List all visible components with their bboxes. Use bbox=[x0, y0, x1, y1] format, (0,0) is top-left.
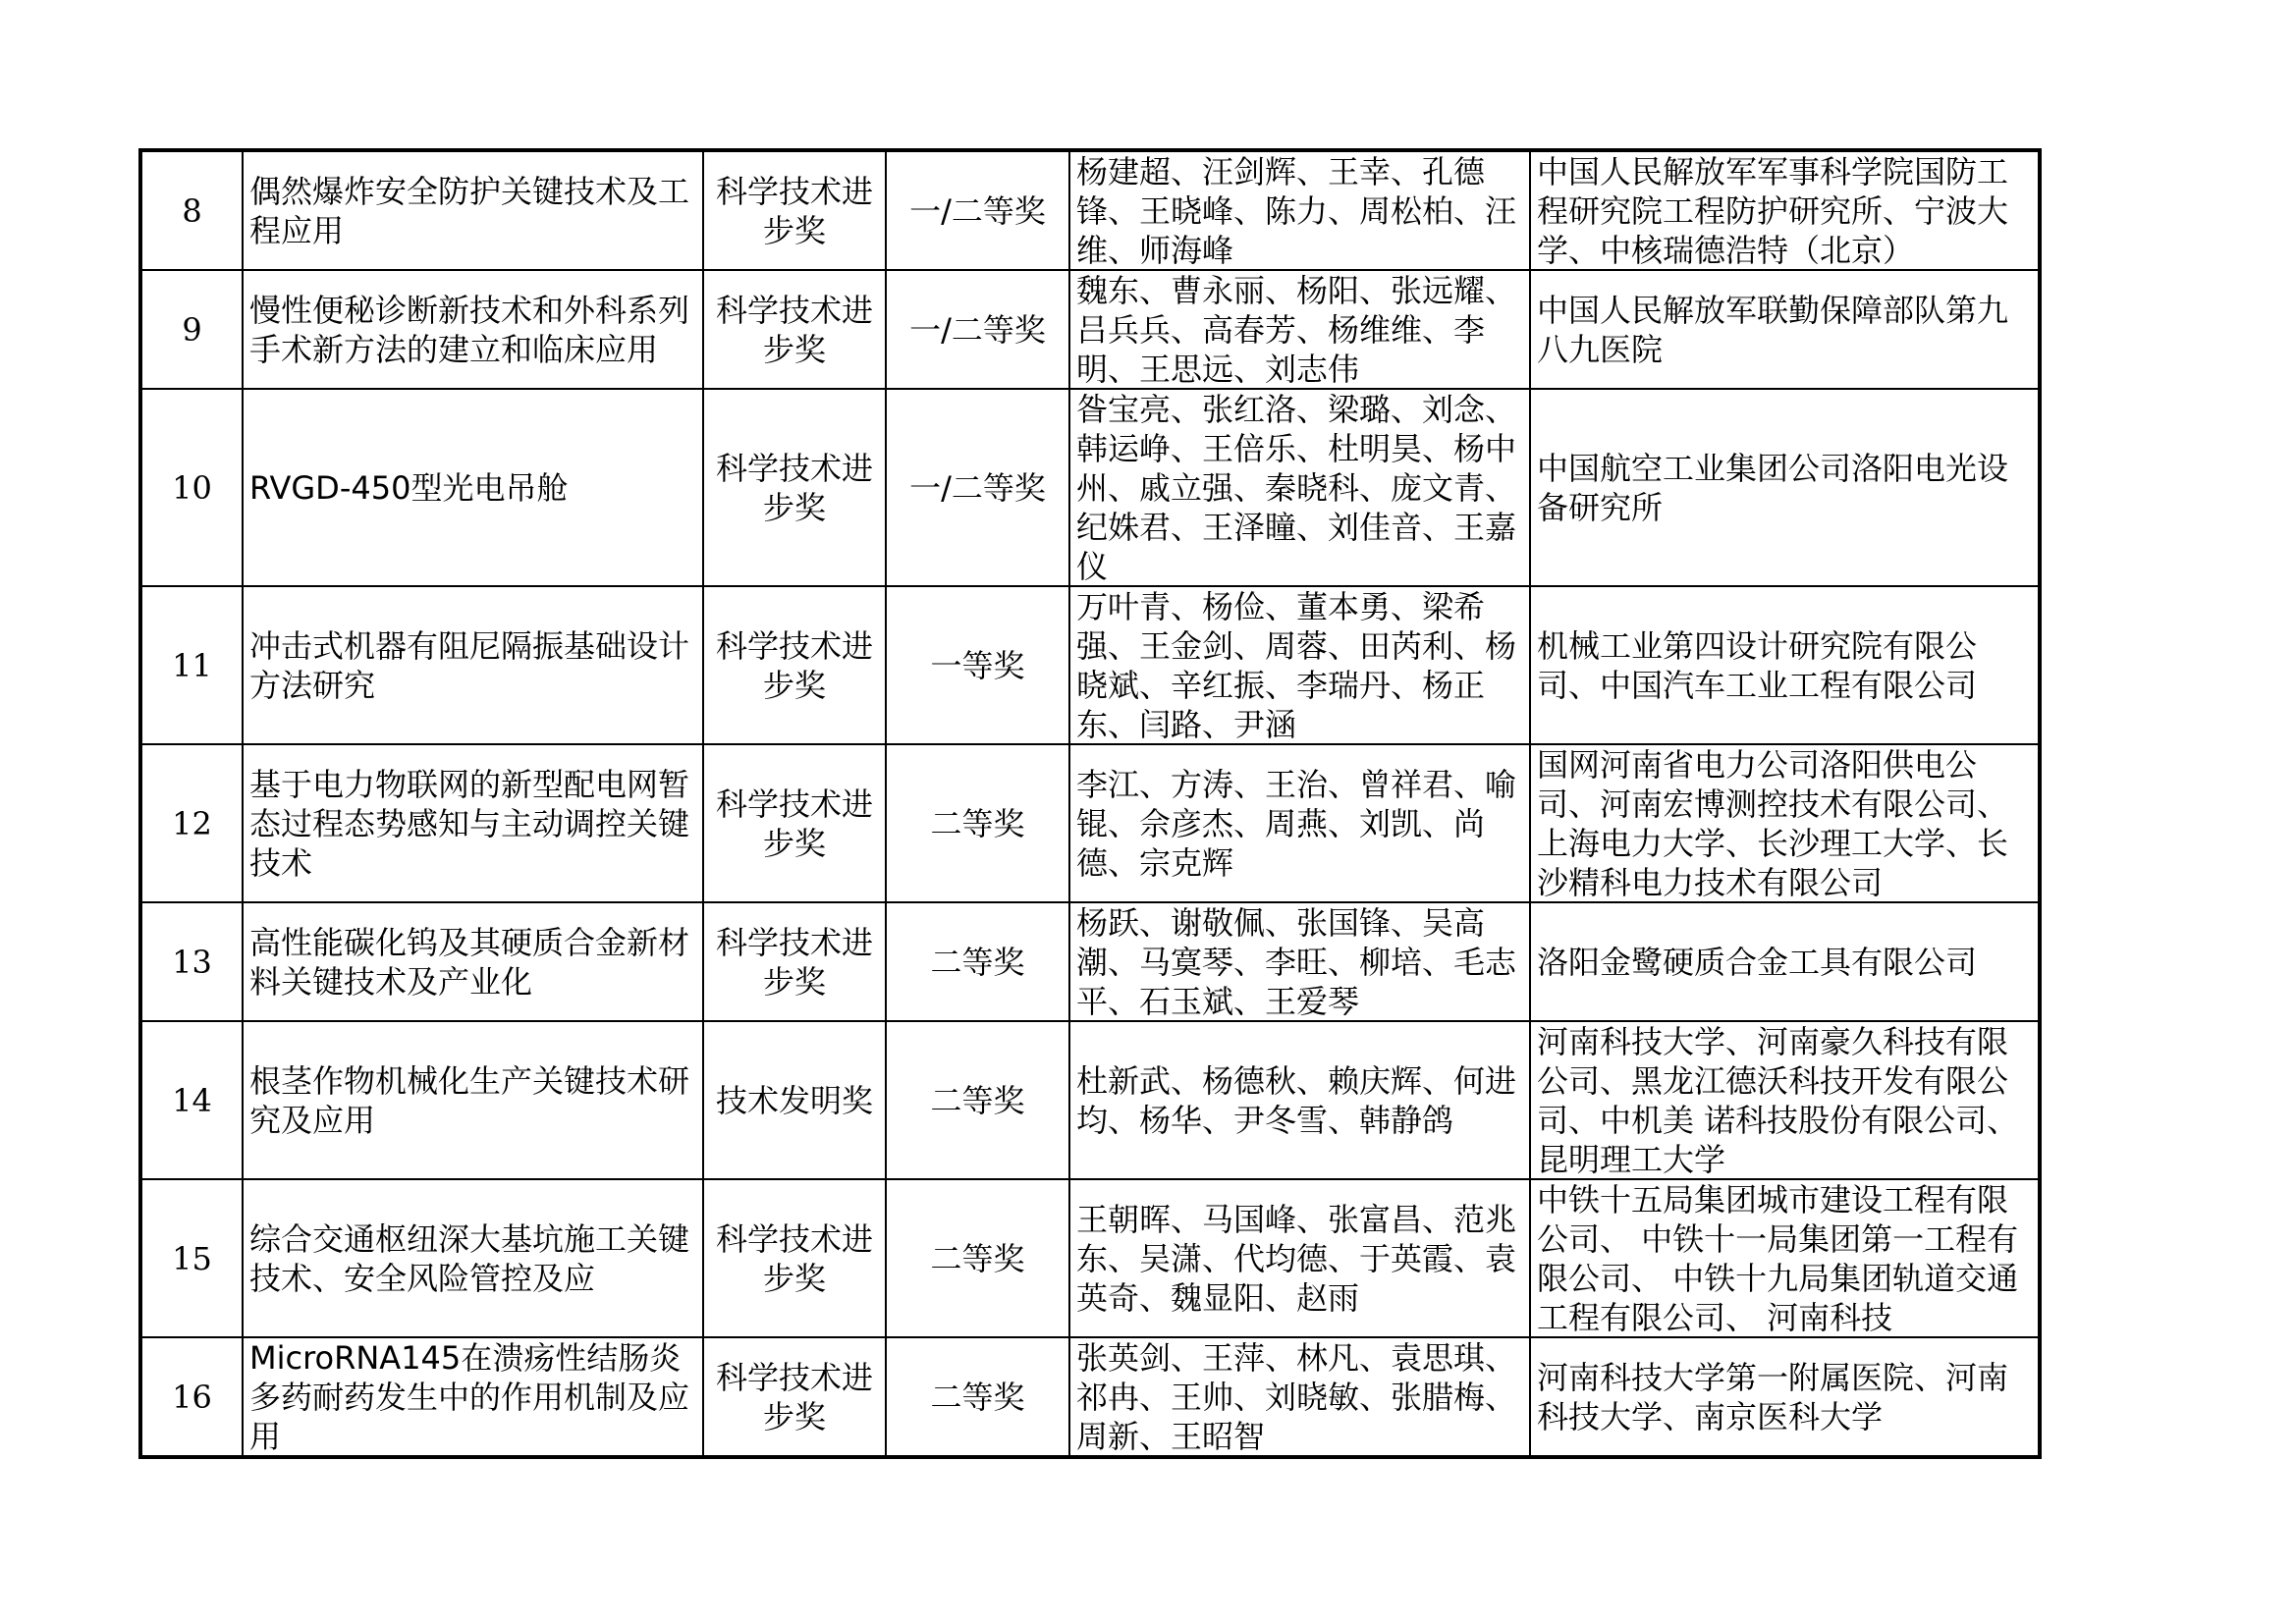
award-type: 科学技术进步奖 bbox=[703, 270, 886, 389]
award-level: 二等奖 bbox=[886, 1021, 1069, 1179]
row-number: 16 bbox=[140, 1337, 243, 1457]
organizations: 国网河南省电力公司洛阳供电公司、河南宏博测控技术有限公司、上海电力大学、长沙理工大学、长沙精科电力技术有限公司 bbox=[1530, 744, 2040, 902]
table-row bbox=[140, 586, 2040, 744]
award-level: 二等奖 bbox=[886, 1337, 1069, 1457]
project-name: 根茎作物机械化生产关键技术研究及应用 bbox=[243, 1021, 703, 1179]
award-type: 科学技术进步奖 bbox=[703, 150, 886, 270]
row-number: 12 bbox=[140, 744, 243, 902]
contributors: 杨建超、汪剑辉、王幸、孔德锋、王晓峰、陈力、周松柏、汪维、师海峰 bbox=[1069, 150, 1530, 270]
table-row bbox=[140, 150, 2040, 270]
contributors: 杜新武、杨德秋、赖庆辉、何进均、杨华、尹冬雪、韩静鸽 bbox=[1069, 1021, 1530, 1179]
project-name: 偶然爆炸安全防护关键技术及工程应用 bbox=[243, 150, 703, 270]
table-row bbox=[140, 1337, 2040, 1457]
row-number: 8 bbox=[140, 150, 243, 270]
contributors: 杨跃、谢敬佩、张国锋、吴高潮、马寞琴、李旺、柳培、毛志平、石玉斌、王爱琴 bbox=[1069, 902, 1530, 1021]
contributors: 王朝晖、马国峰、张富昌、范兆东、吴潇、代均德、于英霞、袁英奇、魏显阳、赵雨 bbox=[1069, 1179, 1530, 1337]
organizations: 河南科技大学第一附属医院、河南科技大学、南京医科大学 bbox=[1530, 1337, 2040, 1457]
organizations: 中铁十五局集团城市建设工程有限公司、 中铁十一局集团第一工程有限公司、 中铁十九局集团轨道交通工程有限公司、 河南科技 bbox=[1530, 1179, 2040, 1337]
organizations: 洛阳金鹭硬质合金工具有限公司 bbox=[1530, 902, 2040, 1021]
award-level: 二等奖 bbox=[886, 902, 1069, 1021]
row-number: 15 bbox=[140, 1179, 243, 1337]
award-level: 一/二等奖 bbox=[886, 150, 1069, 270]
awards-table bbox=[138, 148, 2042, 1459]
row-number: 11 bbox=[140, 586, 243, 744]
award-type: 科学技术进步奖 bbox=[703, 389, 886, 586]
project-name: 综合交通枢纽深大基坑施工关键技术、安全风险管控及应 bbox=[243, 1179, 703, 1337]
project-name: 基于电力物联网的新型配电网暂态过程态势感知与主动调控关键技术 bbox=[243, 744, 703, 902]
row-number: 14 bbox=[140, 1021, 243, 1179]
award-type: 科学技术进步奖 bbox=[703, 744, 886, 902]
award-type: 科学技术进步奖 bbox=[703, 586, 886, 744]
table-row bbox=[140, 1021, 2040, 1179]
award-type: 科学技术进步奖 bbox=[703, 1179, 886, 1337]
project-name: MicroRNA145在溃疡性结肠炎多药耐药发生中的作用机制及应用 bbox=[243, 1337, 703, 1457]
organizations: 机械工业第四设计研究院有限公司、中国汽车工业工程有限公司 bbox=[1530, 586, 2040, 744]
award-level: 二等奖 bbox=[886, 1179, 1069, 1337]
contributors: 魏东、曹永丽、杨阳、张远耀、吕兵兵、高春芳、杨维维、李明、王思远、刘志伟 bbox=[1069, 270, 1530, 389]
organizations: 中国人民解放军军事科学院国防工程研究院工程防护研究所、宁波大学、中核瑞德浩特（北京） bbox=[1530, 150, 2040, 270]
organizations: 中国人民解放军联勤保障部队第九八九医院 bbox=[1530, 270, 2040, 389]
table-row bbox=[140, 270, 2040, 389]
table-row bbox=[140, 1179, 2040, 1337]
award-level: 一等奖 bbox=[886, 586, 1069, 744]
project-name: 高性能碳化钨及其硬质合金新材料关键技术及产业化 bbox=[243, 902, 703, 1021]
organizations: 中国航空工业集团公司洛阳电光设备研究所 bbox=[1530, 389, 2040, 586]
row-number: 10 bbox=[140, 389, 243, 586]
award-type: 技术发明奖 bbox=[703, 1021, 886, 1179]
award-type: 科学技术进步奖 bbox=[703, 902, 886, 1021]
award-type: 科学技术进步奖 bbox=[703, 1337, 886, 1457]
award-level: 一/二等奖 bbox=[886, 389, 1069, 586]
table-row bbox=[140, 389, 2040, 586]
table-row bbox=[140, 902, 2040, 1021]
contributors: 张英剑、王萍、林凡、袁思琪、祁冉、王帅、刘晓敏、张腊梅、周新、王昭智 bbox=[1069, 1337, 1530, 1457]
project-name: RVGD-450型光电吊舱 bbox=[243, 389, 703, 586]
award-level: 一/二等奖 bbox=[886, 270, 1069, 389]
organizations: 河南科技大学、河南豪久科技有限公司、黑龙江德沃科技开发有限公司、中机美 诺科技股份有限公司、昆明理工大学 bbox=[1530, 1021, 2040, 1179]
table-row bbox=[140, 744, 2040, 902]
contributors: 昝宝亮、张红洛、梁璐、刘念、韩运峥、王倍乐、杜明昊、杨中州、戚立强、秦晓科、庞文青、纪姝君、王泽瞳、刘佳音、王嘉仪 bbox=[1069, 389, 1530, 586]
project-name: 慢性便秘诊断新技术和外科系列手术新方法的建立和临床应用 bbox=[243, 270, 703, 389]
contributors: 万叶青、杨俭、董本勇、梁希强、王金剑、周蓉、田芮利、杨晓斌、辛红振、李瑞丹、杨正东、闫路、尹涵 bbox=[1069, 586, 1530, 744]
award-level: 二等奖 bbox=[886, 744, 1069, 902]
row-number: 13 bbox=[140, 902, 243, 1021]
contributors: 李江、方涛、王治、曾祥君、喻锟、佘彦杰、周燕、刘凯、尚德、宗克辉 bbox=[1069, 744, 1530, 902]
project-name: 冲击式机器有阻尼隔振基础设计方法研究 bbox=[243, 586, 703, 744]
row-number: 9 bbox=[140, 270, 243, 389]
